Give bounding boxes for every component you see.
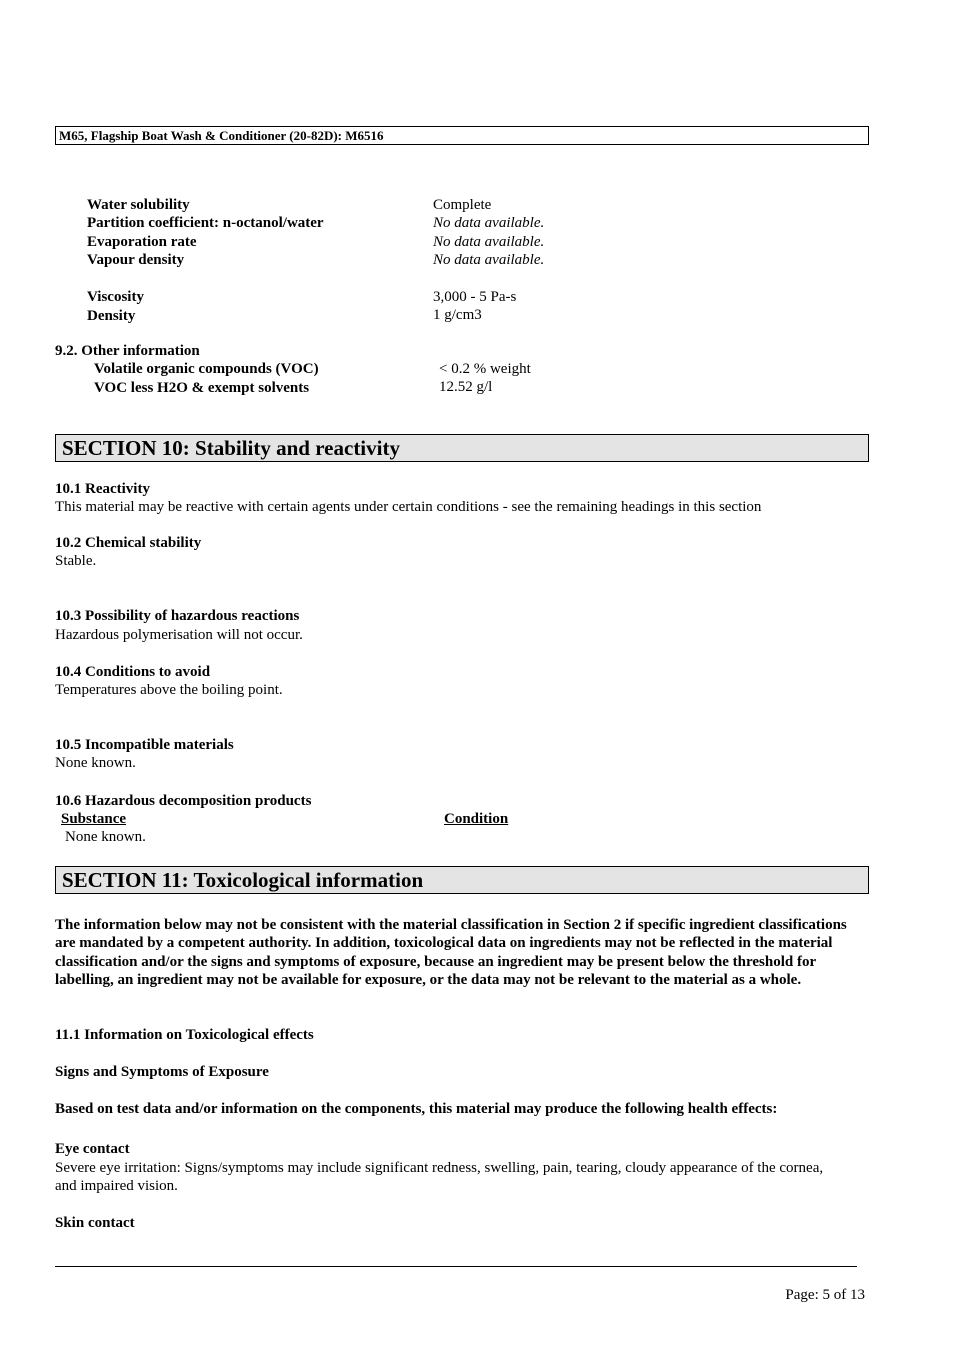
section-11-title: SECTION 11: Toxicological information [55,866,869,894]
property-value-vapour-density: No data available. [433,252,545,268]
signs-symptoms-heading: Signs and Symptoms of Exposure [55,1064,269,1080]
voc-exempt-value: 12.52 g/l [439,379,493,395]
skin-contact-heading: Skin contact [55,1215,135,1231]
hazardous-reactions-text: Hazardous polymerisation will not occur. [55,627,303,643]
hazardous-reactions-heading: 10.3 Possibility of hazardous reactions [55,608,300,624]
voc-exempt-label: VOC less H2O & exempt solvents [94,380,310,396]
property-value-water-solubility: Complete [433,197,492,213]
chemical-stability-heading: 10.2 Chemical stability [55,535,202,551]
property-label-density: Density [87,308,136,324]
page-number: Page: 5 of 13 [785,1287,865,1303]
toxicological-effects-heading: 11.1 Information on Toxicological effects [55,1027,314,1043]
footer-divider [55,1266,857,1267]
voc-label: Volatile organic compounds (VOC) [94,361,319,377]
document-header: M65, Flagship Boat Wash & Conditioner (20-82D): M6516 [55,126,869,145]
property-label-partition-coefficient: Partition coefficient: n-octanol/water [87,215,324,231]
table-row: None known. [65,829,146,845]
chemical-stability-text: Stable. [55,553,97,569]
health-effects-heading: Based on test data and/or information on the components, this material may produce the following health effects: [55,1101,778,1117]
conditions-to-avoid-heading: 10.4 Conditions to avoid [55,664,211,680]
eye-contact-heading: Eye contact [55,1141,130,1157]
column-header-condition: Condition [444,811,509,827]
property-value-partition-coefficient: No data available. [433,215,545,231]
decomposition-products-heading: 10.6 Hazardous decomposition products [55,793,312,809]
incompatible-materials-text: None known. [55,755,136,771]
column-header-substance: Substance [61,811,127,827]
other-info-heading: 9.2. Other information [55,343,200,359]
property-label-water-solubility: Water solubility [87,197,190,213]
conditions-to-avoid-text: Temperatures above the boiling point. [55,682,283,698]
incompatible-materials-heading: 10.5 Incompatible materials [55,737,234,753]
property-value-viscosity: 3,000 - 5 Pa-s [433,289,517,305]
voc-value: < 0.2 % weight [439,361,531,377]
property-value-evaporation-rate: No data available. [433,234,545,250]
property-label-viscosity: Viscosity [87,289,144,305]
property-label-evaporation-rate: Evaporation rate [87,234,197,250]
reactivity-heading: 10.1 Reactivity [55,481,150,497]
property-value-density: 1 g/cm3 [433,307,482,323]
reactivity-text: This material may be reactive with certain agents under certain conditions - see the remaining headings in this section [55,499,762,515]
eye-contact-text: Severe eye irritation: Signs/symptoms may include significant redness, swelling, pain, tearing, cloudy appearance of the cornea, and impaired vision. [55,1160,824,1195]
property-label-vapour-density: Vapour density [87,252,185,268]
section-11-intro: The information below may not be consistent with the material classification in Section 2 if specific ingredient classifications are mandated by a competent authority. In addition, toxicological data on ingredients may not be reflected in the material classification and/or the signs and symptoms of exposure, because an ingredient may be present below the threshold for labelling, an ingredient may not be available for exposure, or the data may not be relevant to the material as a whole. [55,917,847,988]
section-10-title: SECTION 10: Stability and reactivity [55,434,869,462]
